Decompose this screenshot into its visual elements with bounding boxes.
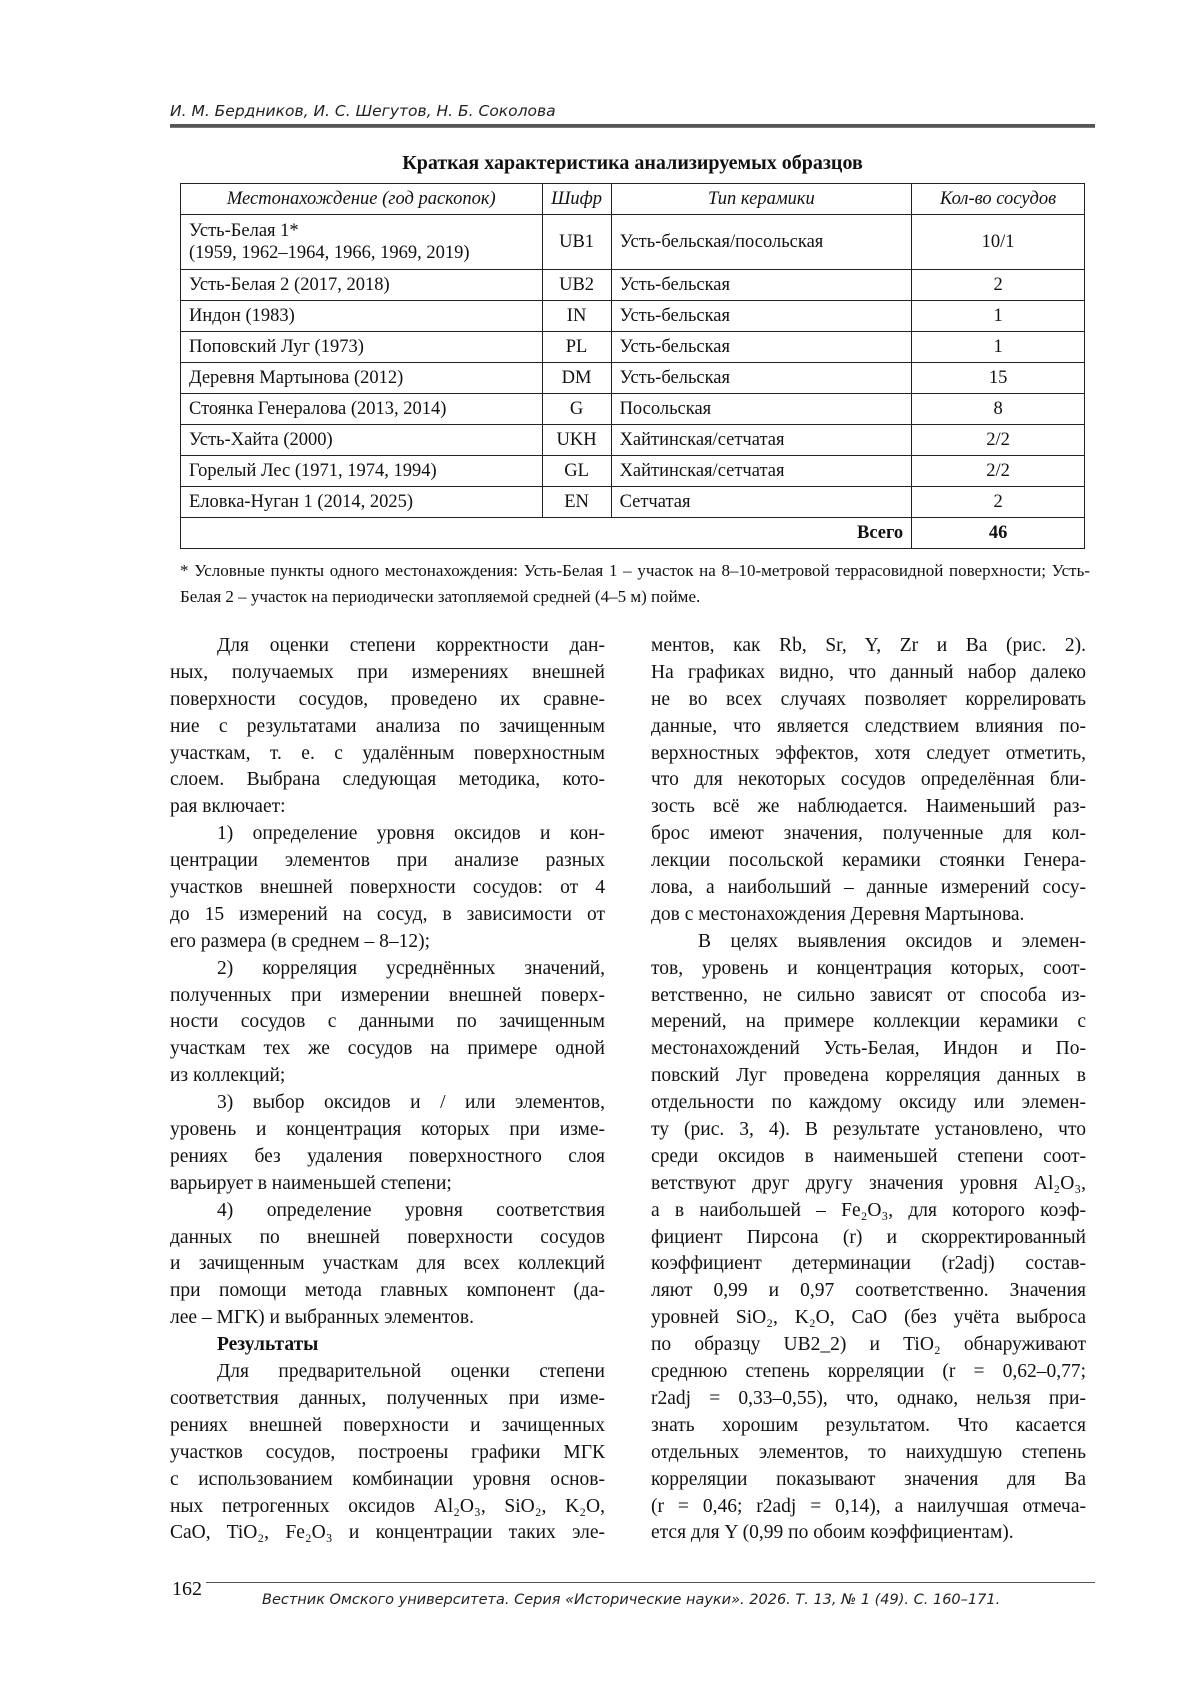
text-line: центрации элементов при анализе разных	[170, 850, 605, 872]
text-line: фициент Пирсона (r) и скорректированный	[651, 1226, 1086, 1248]
table-row	[181, 487, 1085, 518]
running-header-authors: И. М. Бердников, И. С. Шегутов, Н. Б. Соколова	[170, 102, 556, 120]
text-line: данные, что является следствием влияния по-	[651, 715, 1086, 737]
text-line: местонахождений Усть-Белая, Индон и По-	[651, 1038, 1086, 1060]
text-line: рениях без удаления поверхностного слоя	[170, 1145, 605, 1167]
text-line: мерений, на примере коллекции керамики с	[651, 1011, 1086, 1033]
text-line: при помощи метода главных компонент (да-	[170, 1280, 605, 1302]
text-line: участкам тех же сосудов на примере одной	[170, 1038, 605, 1060]
text-line: из коллекций;	[170, 1065, 286, 1087]
site-cell: Индон (1983)	[181, 301, 543, 332]
text-line: лекции посольской керамики стоянки Генера-	[651, 850, 1086, 872]
text-line: брос имеют значения, полученные для кол-	[651, 823, 1086, 845]
text-line: слоем. Выбрана следующая методика, кото-	[170, 769, 605, 791]
section-heading: Результаты	[217, 1334, 319, 1356]
text-line: ту (рис. 3, 4). В результате установлено, что	[651, 1119, 1086, 1141]
page-number: 162	[172, 1578, 202, 1600]
site-cell	[181, 215, 543, 270]
type-cell: Посольская	[611, 394, 912, 425]
text-line: Для оценки степени корректности дан-	[217, 635, 605, 656]
type-cell: Усть-бельская	[611, 332, 912, 363]
site-cell: Усть-Хайта (2000)	[181, 425, 543, 456]
footer-rule	[206, 1582, 1095, 1583]
table-caption: Краткая характеристика анализируемых образцов	[402, 152, 863, 174]
text-line: 1) определение уровня оксидов и кон-	[217, 823, 605, 845]
type-cell: Хайтинская/сетчатая	[611, 456, 912, 487]
text-line: соответствия данных, полученных при изме-	[170, 1387, 605, 1409]
text-line: ментов, как Rb, Sr, Y, Zr и Ba (рис. 2).	[651, 635, 1086, 656]
code-cell: PL	[542, 332, 611, 363]
text-line: В целях выявления оксидов и элемен-	[698, 930, 1086, 952]
text-line: r2adj = 0,33–0,55), что, однако, нельзя при-	[651, 1387, 1086, 1409]
column-header-code: Шифр	[542, 184, 611, 215]
samples-table	[180, 183, 1085, 549]
site-name: Усть-Белая 1*	[189, 221, 299, 241]
site-cell: Еловка-Нуган 1 (2014, 2025)	[181, 487, 543, 518]
table-row	[181, 270, 1085, 301]
header-rule	[170, 124, 1095, 128]
type-cell: Усть-бельская	[611, 270, 912, 301]
site-cell: Горелый Лес (1971, 1974, 1994)	[181, 456, 543, 487]
text-line: CaO, TiO₂, Fe₂O₃ и концентрации таких эле-	[170, 1522, 605, 1544]
code-cell: GL	[542, 456, 611, 487]
count-cell: 1	[912, 301, 1085, 332]
type-cell: Усть-бельская	[611, 301, 912, 332]
text-line: тов, уровень и концентрация которых, соот-	[651, 957, 1086, 979]
count-cell: 10/1	[912, 215, 1085, 270]
text-line: ности сосудов с данными по зачищенным	[170, 1011, 605, 1033]
text-line: отдельности по каждому оксиду или элемен-	[651, 1092, 1086, 1114]
table-footnote: * Условные пункты одного местонахождения: Усть-Белая 1 – участок на 8–10-метровой террасовидной поверхности; Усть-Белая 2 – участок на периодически затопляемой средней (4–5 м) пойме.	[180, 561, 1090, 606]
left-text-column	[170, 633, 605, 1547]
text-line: полученных при измерении внешней поверх-	[170, 984, 605, 1006]
table-row	[181, 363, 1085, 394]
column-header-site: Местонахождение (год раскопок)	[181, 184, 543, 215]
text-line: среди оксидов в наименьшей степени соот-	[651, 1145, 1086, 1167]
type-cell: Хайтинская/сетчатая	[611, 425, 912, 456]
text-line: корреляции показывают значения для Ba	[651, 1468, 1086, 1490]
text-line: ных петрогенных оксидов Al₂O₃, SiO₂, K₂O,	[170, 1495, 605, 1517]
count-cell: 2/2	[912, 425, 1085, 456]
site-years: (1959, 1962–1964, 1966, 1969, 2019)	[189, 243, 470, 263]
text-line: коэффициент детерминации (r2adj) состав-	[651, 1253, 1086, 1275]
text-line: рая включает:	[170, 796, 286, 818]
type-cell: Сетчатая	[611, 487, 912, 518]
table-row	[181, 332, 1085, 363]
code-cell: DM	[542, 363, 611, 394]
text-line: Для предварительной оценки степени	[217, 1361, 605, 1383]
count-cell: 2	[912, 270, 1085, 301]
column-header-type: Тип керамики	[611, 184, 912, 215]
text-line: ветственно, не сильно зависят от способа из-	[651, 984, 1086, 1006]
count-cell: 1	[912, 332, 1085, 363]
text-line: ется для Y (0,99 по обоим коэффициентам).	[651, 1522, 1014, 1544]
text-line: до 15 измерений на сосуд, в зависимости от	[170, 903, 605, 925]
count-cell: 15	[912, 363, 1085, 394]
text-line: что для некоторых сосудов определённая бли-	[651, 769, 1086, 791]
text-line: ляют 0,99 и 0,97 соответственно. Значения	[651, 1280, 1086, 1302]
column-header-count: Кол-во сосудов	[912, 184, 1085, 215]
text-line: по образцу UB2_2) и TiO₂ обнаруживают	[651, 1334, 1086, 1356]
text-line: 2) корреляция усреднённых значений,	[217, 957, 605, 979]
total-value: 46	[912, 518, 1085, 549]
text-line: верхностных эффектов, хотя следует отметить,	[651, 742, 1086, 764]
text-line: лова, а наибольший – данные измерений сосу-	[651, 877, 1086, 899]
text-line: уровень и концентрация которых при изме-	[170, 1119, 605, 1141]
code-cell: G	[542, 394, 611, 425]
code-cell: UB1	[542, 215, 611, 270]
text-line: варьирует в наименьшей степени;	[170, 1172, 452, 1194]
code-cell: UKH	[542, 425, 611, 456]
site-cell: Деревня Мартынова (2012)	[181, 363, 543, 394]
code-cell: IN	[542, 301, 611, 332]
site-cell: Поповский Луг (1973)	[181, 332, 543, 363]
text-line: поверхности сосудов, проведено их сравне-	[170, 688, 605, 710]
table-header-row	[181, 184, 1085, 215]
text-line: (r = 0,46; r2adj = 0,14), а наилучшая отмеча-	[651, 1495, 1086, 1517]
text-line: участков внешней поверхности сосудов: от 4	[170, 877, 605, 899]
table-row	[181, 215, 1085, 270]
text-line: не во всех случаях позволяет коррелировать	[651, 688, 1086, 710]
text-line: участков сосудов, построены графики МГК	[170, 1441, 605, 1463]
text-line: ных, получаемых при измерениях внешней	[170, 661, 605, 683]
text-line: отдельных элементов, то наихудшую степень	[651, 1441, 1086, 1463]
text-line: зость всё же наблюдается. Наименьший раз-	[651, 796, 1086, 818]
site-cell: Усть-Белая 2 (2017, 2018)	[181, 270, 543, 301]
table-total-row	[181, 518, 1085, 549]
total-label: Всего	[181, 518, 912, 549]
type-cell: Усть-бельская	[611, 363, 912, 394]
text-line: повский Луг проведена корреляция данных в	[651, 1065, 1086, 1087]
table-row	[181, 301, 1085, 332]
text-line: На графиках видно, что данный набор далеко	[651, 661, 1086, 683]
table-row	[181, 394, 1085, 425]
text-line: рениях внешней поверхности и зачищенных	[170, 1414, 605, 1436]
text-line: а в наибольшей – Fe₂O₃, для которого коэф-	[651, 1199, 1086, 1221]
code-cell: UB2	[542, 270, 611, 301]
text-line: данных по внешней поверхности сосудов	[170, 1226, 605, 1248]
type-cell: Усть-бельская/посольская	[611, 215, 912, 270]
text-line: среднюю степень корреляции (r = 0,62–0,77;	[651, 1361, 1086, 1383]
count-cell: 2/2	[912, 456, 1085, 487]
count-cell: 2	[912, 487, 1085, 518]
text-line: ние с результатами анализа по зачищенным	[170, 715, 605, 737]
journal-citation: Вестник Омского университета. Серия «Исторические науки». 2026. Т. 13, № 1 (49). С. 160–171.	[262, 1592, 1001, 1608]
text-line: 3) выбор оксидов и / или элементов,	[217, 1092, 605, 1114]
table-row	[181, 425, 1085, 456]
table-row	[181, 456, 1085, 487]
text-line: ветствуют друг другу значения уровня Al₂O₃,	[651, 1172, 1086, 1194]
text-line: знать хорошим результатом. Что касается	[651, 1414, 1086, 1436]
text-line: уровней SiO₂, K₂O, CaO (без учёта выброса	[651, 1307, 1086, 1329]
text-line: участкам, т. е. с удалённым поверхностным	[170, 742, 605, 764]
text-line: дов с местонахождения Деревня Мартынова.	[651, 903, 1025, 925]
text-line: лее – МГК) и выбранных элементов.	[170, 1307, 475, 1329]
text-line: и зачищенным участкам для всех коллекций	[170, 1253, 605, 1275]
text-line: его размера (в среднем – 8–12);	[170, 930, 431, 952]
text-line: с использованием комбинации уровня основ-	[170, 1468, 605, 1490]
text-line: 4) определение уровня соответствия	[217, 1199, 605, 1221]
count-cell: 8	[912, 394, 1085, 425]
site-cell: Стоянка Генералова (2013, 2014)	[181, 394, 543, 425]
right-text-column	[651, 633, 1086, 1547]
code-cell: EN	[542, 487, 611, 518]
